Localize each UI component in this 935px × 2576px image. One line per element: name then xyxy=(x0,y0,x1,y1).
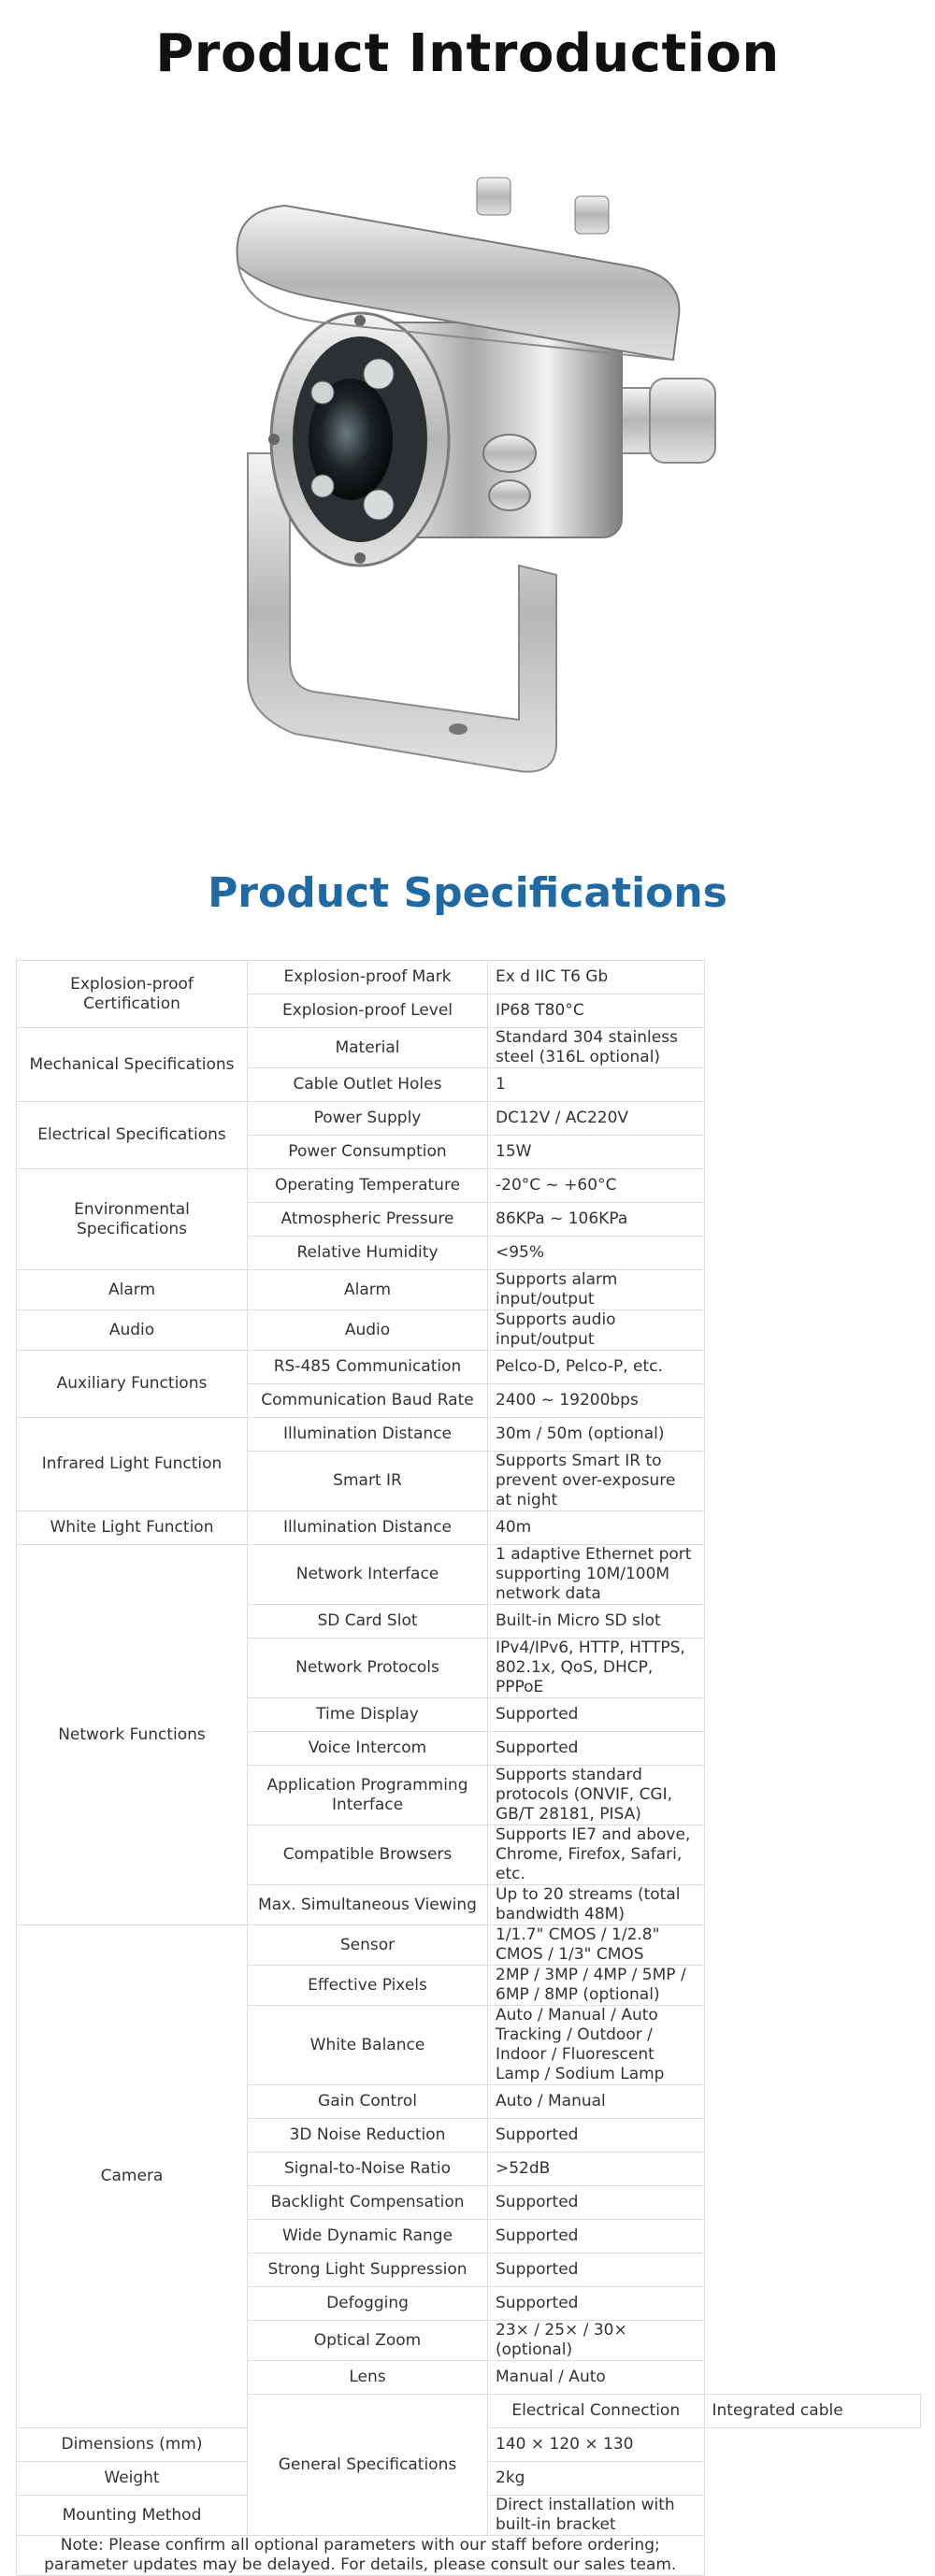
spec-value: Ex d IIC T6 Gb xyxy=(488,961,705,995)
spec-value: >52dB xyxy=(488,2153,705,2186)
spec-parameter: 3D Noise Reduction xyxy=(248,2119,488,2153)
spec-parameter: Weight xyxy=(17,2462,248,2496)
spec-row xyxy=(17,1418,921,1452)
spec-table xyxy=(16,960,921,2576)
spec-parameter: Sensor xyxy=(248,1925,488,1966)
spec-value: Built-in Micro SD slot xyxy=(488,1605,705,1639)
spec-value: 140 × 120 × 130 xyxy=(488,2428,705,2462)
spec-category: Alarm xyxy=(17,1270,248,1310)
spec-value: Supported xyxy=(488,2287,705,2321)
spec-parameter: Network Protocols xyxy=(248,1639,488,1698)
spec-value: 1 xyxy=(488,1068,705,1102)
product-photo xyxy=(210,173,753,790)
spec-category: Audio xyxy=(17,1310,248,1351)
spec-parameter: White Balance xyxy=(248,2006,488,2085)
spec-parameter: Relative Humidity xyxy=(248,1237,488,1270)
spec-row xyxy=(17,1102,921,1136)
spec-category: Environmental Specifications xyxy=(17,1169,248,1270)
spec-category: General Specifications xyxy=(248,2395,488,2536)
spec-value: Pelco-D, Pelco-P, etc. xyxy=(488,1351,705,1384)
spec-parameter: Time Display xyxy=(248,1698,488,1732)
spec-category: Infrared Light Function xyxy=(17,1418,248,1511)
spec-parameter: Illumination Distance xyxy=(248,1418,488,1452)
spec-category: Camera xyxy=(17,1925,248,2428)
spec-row xyxy=(17,1169,921,1203)
spec-parameter: Electrical Connection xyxy=(488,2395,705,2428)
spec-parameter: Smart IR xyxy=(248,1452,488,1511)
spec-category: Auxiliary Functions xyxy=(17,1351,248,1418)
spec-parameter: Atmospheric Pressure xyxy=(248,1203,488,1237)
spec-parameter: Voice Intercom xyxy=(248,1732,488,1766)
spec-row xyxy=(17,1511,921,1545)
spec-value: -20°C ~ +60°C xyxy=(488,1169,705,1203)
spec-category: Electrical Specifications xyxy=(17,1102,248,1169)
spec-value: Auto / Manual / Auto Tracking / Outdoor / Indoor / Fluorescent Lamp / Sodium Lamp xyxy=(488,2006,705,2085)
spec-parameter: Illumination Distance xyxy=(248,1511,488,1545)
page-title: Product Introduction xyxy=(155,23,780,84)
spec-value: 15W xyxy=(488,1136,705,1169)
spec-value: Supported xyxy=(488,2254,705,2287)
spec-parameter: Dimensions (mm) xyxy=(17,2428,248,2462)
spec-value: 30m / 50m (optional) xyxy=(488,1418,705,1452)
spec-value: Supports Smart IR to prevent over-exposure at night xyxy=(488,1452,705,1511)
note-text: Note: Please confirm all optional parameters with our staff before ordering; parameter updates may be delayed. For details, please consult our sales team. xyxy=(17,2536,705,2576)
spec-row xyxy=(17,961,921,995)
spec-parameter: Strong Light Suppression xyxy=(248,2254,488,2287)
spec-parameter: SD Card Slot xyxy=(248,1605,488,1639)
spec-section-title: Product Specifications xyxy=(208,869,727,917)
spec-row xyxy=(17,1028,921,1068)
spec-value: Integrated cable xyxy=(704,2395,921,2428)
spec-parameter: Effective Pixels xyxy=(248,1966,488,2006)
spec-value: Supported xyxy=(488,2220,705,2254)
spec-category: Mechanical Specifications xyxy=(17,1028,248,1102)
spec-parameter: Gain Control xyxy=(248,2085,488,2119)
spec-value: 2400 ~ 19200bps xyxy=(488,1384,705,1418)
spec-parameter: Alarm xyxy=(248,1270,488,1310)
spec-value: Standard 304 stainless steel (316L optional) xyxy=(488,1028,705,1068)
spec-parameter: Lens xyxy=(248,2361,488,2395)
spec-value: Manual / Auto xyxy=(488,2361,705,2395)
spec-row xyxy=(17,1351,921,1384)
spec-value: Direct installation with built-in bracket xyxy=(488,2496,705,2536)
spec-value: 2kg xyxy=(488,2462,705,2496)
spec-row xyxy=(17,1270,921,1310)
spec-value: Supported xyxy=(488,2119,705,2153)
spec-value: Supported xyxy=(488,1732,705,1766)
spec-value: Up to 20 streams (total bandwidth 48M) xyxy=(488,1885,705,1925)
spec-parameter: Application Programming Interface xyxy=(248,1766,488,1825)
spec-value: IP68 T80°C xyxy=(488,995,705,1028)
spec-parameter: Optical Zoom xyxy=(248,2321,488,2361)
spec-parameter: Audio xyxy=(248,1310,488,1351)
spec-parameter: Signal-to-Noise Ratio xyxy=(248,2153,488,2186)
spec-row xyxy=(17,1925,921,1966)
spec-value: 40m xyxy=(488,1511,705,1545)
spec-parameter: RS-485 Communication xyxy=(248,1351,488,1384)
spec-value: 1 adaptive Ethernet port supporting 10M/100M network data xyxy=(488,1545,705,1605)
spec-parameter: Backlight Compensation xyxy=(248,2186,488,2220)
spec-value: 1/1.7" CMOS / 1/2.8" CMOS / 1/3" CMOS xyxy=(488,1925,705,1966)
spec-parameter: Network Interface xyxy=(248,1545,488,1605)
spec-parameter: Mounting Method xyxy=(17,2496,248,2536)
spec-row xyxy=(17,1545,921,1605)
spec-category: Explosion-proof Certification xyxy=(17,961,248,1028)
spec-category: Network Functions xyxy=(17,1545,248,1925)
spec-parameter: Power Consumption xyxy=(248,1136,488,1169)
spec-value: Supported xyxy=(488,1698,705,1732)
spec-parameter: Cable Outlet Holes xyxy=(248,1068,488,1102)
spec-parameter: Max. Simultaneous Viewing xyxy=(248,1885,488,1925)
spec-value: <95% xyxy=(488,1237,705,1270)
spec-value: Supported xyxy=(488,2186,705,2220)
spec-value: 23× / 25× / 30× (optional) xyxy=(488,2321,705,2361)
spec-category: White Light Function xyxy=(17,1511,248,1545)
spec-value: Supports IE7 and above, Chrome, Firefox, Safari, etc. xyxy=(488,1825,705,1885)
spec-parameter: Operating Temperature xyxy=(248,1169,488,1203)
spec-parameter: Defogging xyxy=(248,2287,488,2321)
spec-value: Supports alarm input/output xyxy=(488,1270,705,1310)
spec-parameter: Communication Baud Rate xyxy=(248,1384,488,1418)
spec-parameter: Explosion-proof Mark xyxy=(248,961,488,995)
spec-parameter: Wide Dynamic Range xyxy=(248,2220,488,2254)
spec-row xyxy=(17,1310,921,1351)
spec-value: 86KPa ~ 106KPa xyxy=(488,1203,705,1237)
note-row xyxy=(17,2536,921,2576)
spec-parameter: Material xyxy=(248,1028,488,1068)
spec-value: Supports standard protocols (ONVIF, CGI, GB/T 28181, PISA) xyxy=(488,1766,705,1825)
spec-value: Supports audio input/output xyxy=(488,1310,705,1351)
spec-value: Auto / Manual xyxy=(488,2085,705,2119)
spec-value: DC12V / AC220V xyxy=(488,1102,705,1136)
spec-parameter: Power Supply xyxy=(248,1102,488,1136)
spec-value: 2MP / 3MP / 4MP / 5MP / 6MP / 8MP (optional) xyxy=(488,1966,705,2006)
spec-parameter: Compatible Browsers xyxy=(248,1825,488,1885)
spec-value: IPv4/IPv6, HTTP, HTTPS, 802.1x, QoS, DHCP, PPPoE xyxy=(488,1639,705,1698)
spec-parameter: Explosion-proof Level xyxy=(248,995,488,1028)
